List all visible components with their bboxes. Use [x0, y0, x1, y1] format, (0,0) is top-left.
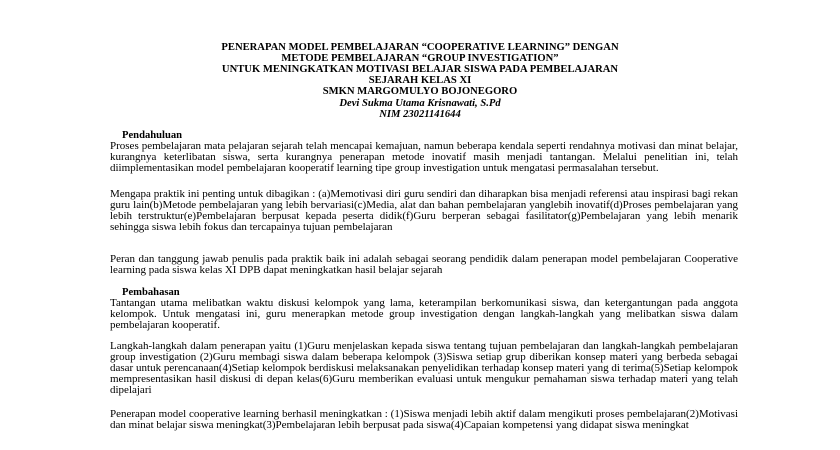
paragraph-pembahasan-1: Tantangan utama melibatkan waktu diskusi kelompok yang lama, keterampilan berkomunikasi siswa, dan ketergantungan pada anggota kelompok. Untuk mengatasi ini, guru menerapkan metode group investigation dengan langkah-langkah yang melibatkan siswa dalam pembelajaran kooperatif.	[110, 297, 738, 331]
paragraph-pembahasan-2: Langkah-langkah dalam penerapan yaitu (1)Guru menjelaskan kepada siswa tentang tujuan pembelajaran dan langkah-langkah pembelajaran group investigation (2)Guru membagi siswa dalam beberapa kelompok (3)Siswa setiap grup diberikan konsep materi yang berbeda sebagai dasar untuk perencanaan(4)Setiap kelompok berdiskusi melaksanakan penyelidikan terhadap konsep materi yang di terima(5)Setiap kelompok mempresentasikan hasil diskusi di depan kelas(6)Guru memberikan evaluasi untuk mengukur pemahaman siswa terhadap materi yang telah dipelajari	[110, 340, 738, 396]
title-line-4: SEJARAH KELAS XI	[368, 75, 472, 86]
author-block	[90, 98, 750, 120]
document-title	[90, 42, 750, 97]
paragraph-pendahuluan-1: Proses pembelajaran mata pelajaran sejarah telah mencapai kemajuan, namun beberapa kendala seperti rendahnya motivasi dan minat belajar, kurangnya keterlibatan siswa, serta kurangnya penerapan metode inovatif masih menjadi tantangan. Melalui penelitian ini, telah diimplementasikan model pembelajaran kooperatif learning tipe group investigation untuk mengatasi permasalahan tersebut.	[110, 140, 738, 174]
title-line-3: UNTUK MENINGKATKAN MOTIVASI BELAJAR SISWA PADA PEMBELAJARAN	[221, 64, 619, 75]
author-name: Devi Sukma Utama Krisnawati, S.Pd	[339, 98, 501, 109]
paragraph-pendahuluan-3: Peran dan tanggung jawab penulis pada praktik baik ini adalah sebagai seorang pendidik dalam penerapan model pembelajaran Cooperative learning pada siswa kelas XI DPB dapat meningkatkan hasil belajar sejarah	[110, 253, 738, 276]
title-line-1: PENERAPAN MODEL PEMBELAJARAN “COOPERATIVE LEARNING” DENGAN	[221, 42, 619, 53]
paragraph-pendahuluan-2: Mengapa praktik ini penting untuk dibagikan : (a)Memotivasi diri guru sendiri dan diharapkan bisa menjadi referensi atau inspirasi bagi rekan guru lain(b)Metode pembelajaran yang lebih bervariasi(c)Media, alat dan bahan pembelajaran yanglebih inovatif(d)Proses pembelajaran yang lebih terstruktur(e)Pembelajaran berpusat kepada peserta didik(f)Guru berperan sebagai fasilitator(g)Pembelajaran yang lebih menarik sehingga siswa lebih fokus dan tercapainya tujuan pembelajaran	[110, 188, 738, 233]
author-nim: NIM 23021141644	[379, 109, 461, 120]
paragraph-pembahasan-3: Penerapan model cooperative learning berhasil meningkatkan : (1)Siswa menjadi lebih aktif dalam mengikuti proses pembelajaran(2)Motivasi dan minat belajar siswa meningkat(3)Pembelajaran lebih berpusat pada siswa(4)Capaian kompetensi yang didapat siswa meningkat	[110, 408, 738, 431]
title-line-5: SMKN MARGOMULYO BOJONEGORO	[322, 86, 518, 97]
section-heading-pembahasan: Pembahasan	[122, 287, 180, 298]
title-line-2: METODE PEMBELAJARAN “GROUP INVESTIGATION”	[281, 53, 559, 64]
section-heading-pendahuluan: Pendahuluan	[122, 130, 183, 141]
